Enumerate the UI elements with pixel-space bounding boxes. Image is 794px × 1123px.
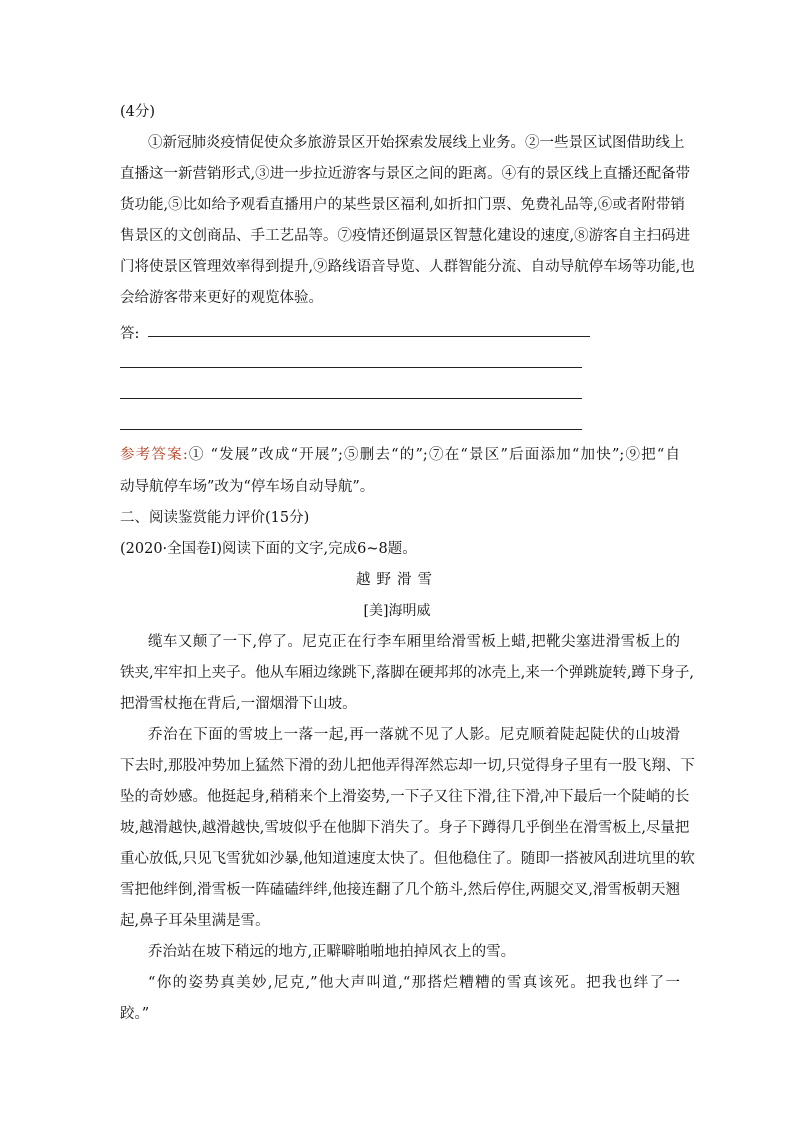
article-line: 乔治在下面的雪坡上一落一起,再一落就不见了人影。尼克顺着陡起陡伏的山坡滑: [148, 727, 680, 743]
answer-line[interactable]: [120, 367, 582, 368]
section-heading: 二、阅读鉴赏能力评价(15分): [120, 510, 310, 526]
article-title: 越野滑雪: [356, 572, 438, 588]
article-line: 重心放低,只见飞雪犹如沙暴,他知道速度太快了。但他稳住了。随即一搭被风刮进坑里的软: [120, 851, 695, 867]
article-line: 铁夹,牢牢扣上夹子。他从车厢边缘跳下,落脚在硬邦邦的冰壳上,来一个弹跳旋转,蹲下身子,: [120, 665, 695, 681]
article-line: 跤。”: [120, 1006, 150, 1022]
article-line: 坡,越滑越快,越滑越快,雪坡似乎在他脚下消失了。身子下蹲得几乎倒坐在滑雪板上,尽量把: [120, 820, 690, 836]
reference-answer-text: ① “发展”改成“开展”;⑤删去“的”;⑦在“景区”后面添加“加快”;⑨把“自: [187, 447, 680, 463]
reference-answer-line: 动导航停车场”改为“停车场自动导航”。: [120, 479, 375, 495]
answer-label: 答:: [120, 326, 140, 342]
passage-line: 直播这一新营销形式,③进一步拉近游客与景区之间的距离。④有的景区线上直播还配备带: [120, 166, 691, 182]
article-author: [美]海明威: [363, 603, 431, 619]
article-line: 乔治站在坡下稍远的地方,正噼噼啪啪地拍掉风衣上的雪。: [148, 944, 516, 960]
article-line: 起,鼻子耳朵里满是雪。: [120, 913, 270, 929]
passage-line: 会给游客带来更好的观览体验。: [120, 290, 323, 306]
passage-line: 货功能,⑤比如给予观看直播用户的某些景区福利,如折扣门票、免费礼品等,⑥或者附带销: [120, 197, 685, 213]
passage-line: 门将使景区管理效率得到提升,⑨路线语音导览、人群智能分流、自动导航停车场等功能,也: [120, 259, 695, 275]
reference-answer-label: 参考答案:: [120, 447, 188, 463]
article-line: 雪把他绊倒,滑雪板一阵磕磕绊绊,他接连翻了几个筋斗,然后停住,两腿交叉,滑雪板朝天翘: [120, 882, 680, 898]
article-line: 坠的奇妙感。他挺起身,稍稍来个上滑姿势,一下子又往下滑,往下滑,冲下最后一个陡峭的长: [120, 789, 690, 805]
answer-line[interactable]: [148, 336, 590, 337]
answer-line[interactable]: [120, 429, 582, 430]
article-line: 缆车又颠了一下,停了。尼克正在行李车厢里给滑雪板上蜡,把靴尖塞进滑雪板上的: [148, 634, 680, 650]
reference-answer-line: [120, 445, 680, 465]
article-line: 下去时,那股冲势加上猛然下滑的劲儿把他弄得浑然忘却一切,只觉得身子里有一股飞翔、下: [120, 758, 695, 774]
section-source: (2020·全国卷Ⅰ)阅读下面的文字,完成6~8题。: [120, 541, 417, 557]
passage-line: 售景区的文创商品、手工艺品等。⑦疫情还倒逼景区智慧化建设的速度,⑧游客自主扫码进: [120, 228, 691, 244]
question-score: (4分): [120, 104, 156, 120]
passage-line: ①新冠肺炎疫情促使众多旅游景区开始探索发展线上业务。②一些景区试图借助线上: [148, 135, 685, 151]
answer-line[interactable]: [120, 398, 582, 399]
article-line: “你的姿势真美妙,尼克,”他大声叫道,“那搭烂糟糟的雪真该死。把我也绊了一: [148, 975, 680, 991]
article-line: 把滑雪杖拖在背后,一溜烟滑下山坡。: [120, 696, 357, 712]
